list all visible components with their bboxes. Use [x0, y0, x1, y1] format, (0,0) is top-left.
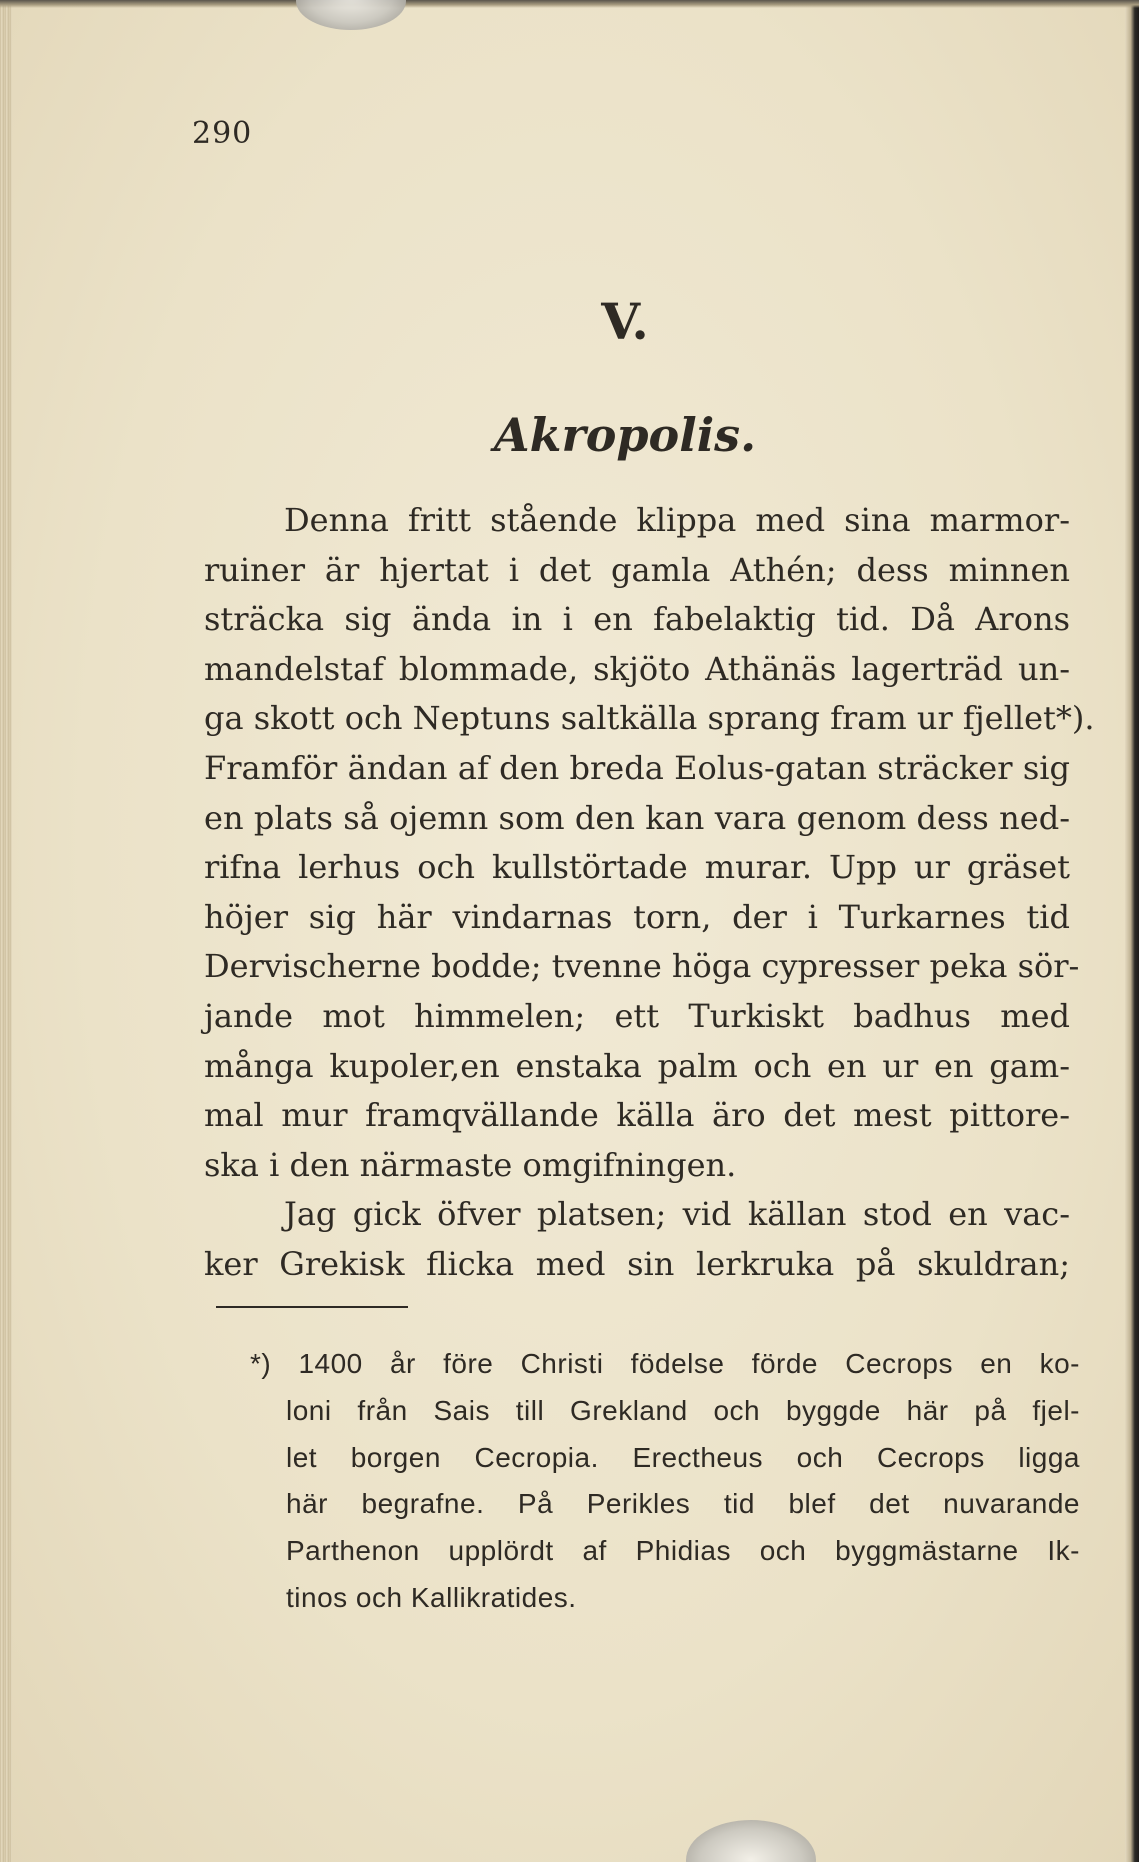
body-line: ga skott och Neptuns saltkälla sprang fram ur fjellet*). [204, 699, 1095, 738]
body-line: jande mot himmelen; ett Turkiskt badhus med [204, 996, 1070, 1035]
footnote-line: här begrafne. På Perikles tid blef det nuvarande [286, 1488, 1080, 1520]
page-right-edge [1125, 0, 1139, 1862]
body-line: sträcka sig ända in i en fabelaktig tid. Då Arons [204, 600, 1070, 639]
body-line: många kupoler,en enstaka palm och en ur en gam- [204, 1046, 1070, 1085]
body-line: Dervischerne bodde; tvenne höga cypresser peka sör- [204, 947, 1080, 986]
body-line: rifna lerhus och kullstörtade murar. Upp ur gräset [204, 848, 1070, 887]
body-line: mal mur framqvällande källa äro det mest pittore- [204, 1096, 1070, 1135]
footnote-line: *) 1400 år före Christi födelse förde Cecrops en ko- [250, 1348, 1080, 1379]
scanner-clip-top [296, 0, 406, 30]
page-number: 290 [192, 116, 253, 151]
body-line: ker Grekisk flicka med sin lerkruka på skuldran; [204, 1244, 1070, 1283]
footnote [250, 1341, 1080, 1622]
body-line: Jag gick öfver platsen; vid källan stod en vac- [284, 1195, 1070, 1234]
chapter-numeral: V. [601, 292, 649, 351]
body-line: Framför ändan af den breda Eolus-gatan sträcker sig [204, 748, 1070, 787]
footnote-line: Parthenon upplördt af Phidias och byggmästarne Ik- [286, 1535, 1080, 1567]
page-left-edge [0, 0, 12, 1862]
body-line: höjer sig här vindarnas torn, der i Turkarnes tid [204, 897, 1070, 936]
body-line: ruiner är hjertat i det gamla Athén; dess minnen [204, 550, 1070, 589]
body-line: Denna fritt stående klippa med sina marmor- [284, 501, 1070, 539]
footnote-divider [216, 1306, 408, 1308]
body-line: ska i den närmaste omgifningen. [204, 1145, 737, 1184]
chapter-title: Akropolis. [493, 408, 757, 462]
footnote-line: let borgen Cecropia. Erectheus och Cecrops ligga [286, 1441, 1080, 1473]
scanner-clip-bottom [686, 1820, 816, 1862]
body-line: en plats så ojemn som den kan vara genom dess ned- [204, 798, 1070, 837]
footnote-line: loni från Sais till Grekland och byggde här på fjel- [286, 1394, 1080, 1426]
footnote-line: tinos och Kallikratides. [286, 1581, 577, 1613]
body-text [204, 496, 1095, 1290]
page-top-edge [0, 0, 1139, 8]
body-line: mandelstaf blommade, skjöto Athänäs lagerträd un- [204, 649, 1070, 688]
